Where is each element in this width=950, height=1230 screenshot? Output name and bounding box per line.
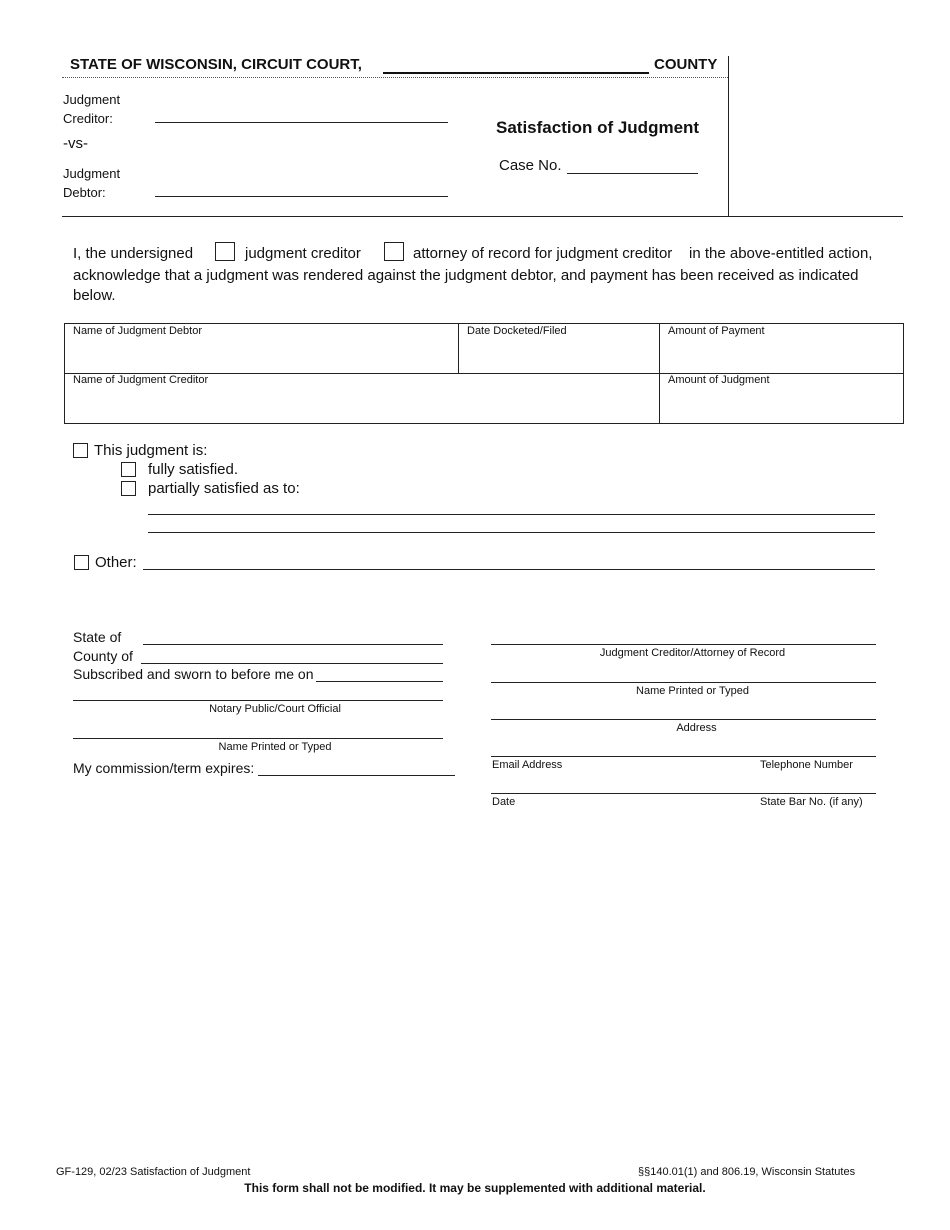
county-name-line[interactable]	[383, 72, 649, 74]
intro-part1: I, the undersigned	[73, 245, 194, 262]
table-col-divider-1	[458, 323, 459, 373]
footer-statutes: §§140.01(1) and 806.19, Wisconsin Statutes	[638, 1166, 856, 1178]
creditor-label: Judgment Creditor:	[63, 92, 121, 126]
table-col-divider-2	[659, 323, 660, 423]
telephone-caption: Telephone Number	[760, 759, 853, 771]
commission-date-line[interactable]	[258, 775, 455, 776]
partial-detail-line-2[interactable]	[148, 532, 875, 533]
other-label: Other:	[95, 554, 137, 571]
state-of-label: State of	[73, 629, 122, 645]
address-caption: Address	[676, 722, 717, 734]
partially-satisfied-label: partially satisfied as to:	[148, 480, 300, 497]
creditor-name-line[interactable]	[155, 122, 448, 123]
intro-line2: acknowledge that a judgment was rendered against the judgment debtor, and payment has been received as indicated	[73, 267, 859, 284]
state-bar-caption: State Bar No. (if any)	[760, 796, 863, 808]
judgment-creditor-checkbox[interactable]	[215, 242, 235, 261]
case-no-line[interactable]	[567, 173, 698, 174]
commission-label: My commission/term expires:	[73, 760, 255, 776]
court-caption	[70, 56, 362, 73]
signer-name-line[interactable]	[491, 682, 876, 683]
partial-detail-line-1[interactable]	[148, 514, 875, 515]
creditor-attorney-caption: Judgment Creditor/Attorney of Record	[599, 647, 786, 659]
email-phone-line[interactable]	[491, 756, 876, 757]
date-docketed-cell[interactable]: Date Docketed/Filed	[467, 325, 567, 337]
address-line[interactable]	[491, 719, 876, 720]
case-no-label: Case No.	[499, 157, 562, 174]
other-detail-line[interactable]	[143, 569, 875, 570]
partially-satisfied-checkbox[interactable]	[121, 481, 136, 496]
vs-label: -vs-	[63, 135, 88, 152]
notary-name-caption: Name Printed or Typed	[218, 741, 332, 753]
email-caption: Email Address	[492, 759, 563, 771]
amount-payment-cell[interactable]: Amount of Payment	[668, 325, 765, 337]
date-bar-line[interactable]	[491, 793, 876, 794]
amount-judgment-cell[interactable]: Amount of Judgment	[668, 374, 770, 386]
county-of-line[interactable]	[141, 663, 443, 664]
footer-notice: This form shall not be modified. It may be supplemented with additional material.	[244, 1181, 706, 1195]
date-caption: Date	[492, 796, 516, 808]
debtor-name-line[interactable]	[155, 196, 448, 197]
debtor-name-cell[interactable]: Name of Judgment Debtor	[73, 325, 203, 337]
other-checkbox[interactable]	[74, 555, 89, 570]
notary-signature-line[interactable]	[73, 700, 443, 701]
county-of-label: County of	[73, 648, 133, 664]
judgment-is-label: This judgment is:	[94, 442, 208, 459]
debtor-label: Judgment Debtor:	[63, 166, 121, 200]
subscribed-date-line[interactable]	[316, 681, 443, 682]
caption-underline-dotted	[62, 77, 728, 78]
creditor-signature-line[interactable]	[491, 644, 876, 645]
fully-satisfied-checkbox[interactable]	[121, 462, 136, 477]
fully-satisfied-label: fully satisfied.	[148, 461, 239, 478]
option-attorney-of-record: attorney of record for judgment creditor	[413, 245, 673, 262]
intro-part2: in the above-entitled action,	[689, 245, 873, 262]
creditor-name-cell[interactable]: Name of Judgment Creditor	[73, 374, 209, 386]
form-title: Satisfaction of Judgment	[496, 118, 700, 137]
court-prefix: STATE OF WISCONSIN, CIRCUIT COURT,	[70, 56, 362, 73]
footer-form-id: GF-129, 02/23 Satisfaction of Judgment	[56, 1166, 251, 1178]
notary-official-caption: Notary Public/Court Official	[209, 703, 341, 715]
state-of-line[interactable]	[143, 644, 443, 645]
attorney-of-record-checkbox[interactable]	[384, 242, 404, 261]
caption-divider	[728, 56, 729, 216]
caption-bottom-line	[62, 216, 903, 217]
judgment-is-checkbox[interactable]	[73, 443, 88, 458]
intro-line3: below.	[73, 287, 116, 304]
subscribed-label: Subscribed and sworn to before me on	[73, 666, 314, 682]
signer-name-caption: Name Printed or Typed	[636, 685, 749, 697]
option-judgment-creditor: judgment creditor	[245, 245, 361, 262]
court-suffix: COUNTY	[654, 56, 718, 73]
notary-name-line[interactable]	[73, 738, 443, 739]
